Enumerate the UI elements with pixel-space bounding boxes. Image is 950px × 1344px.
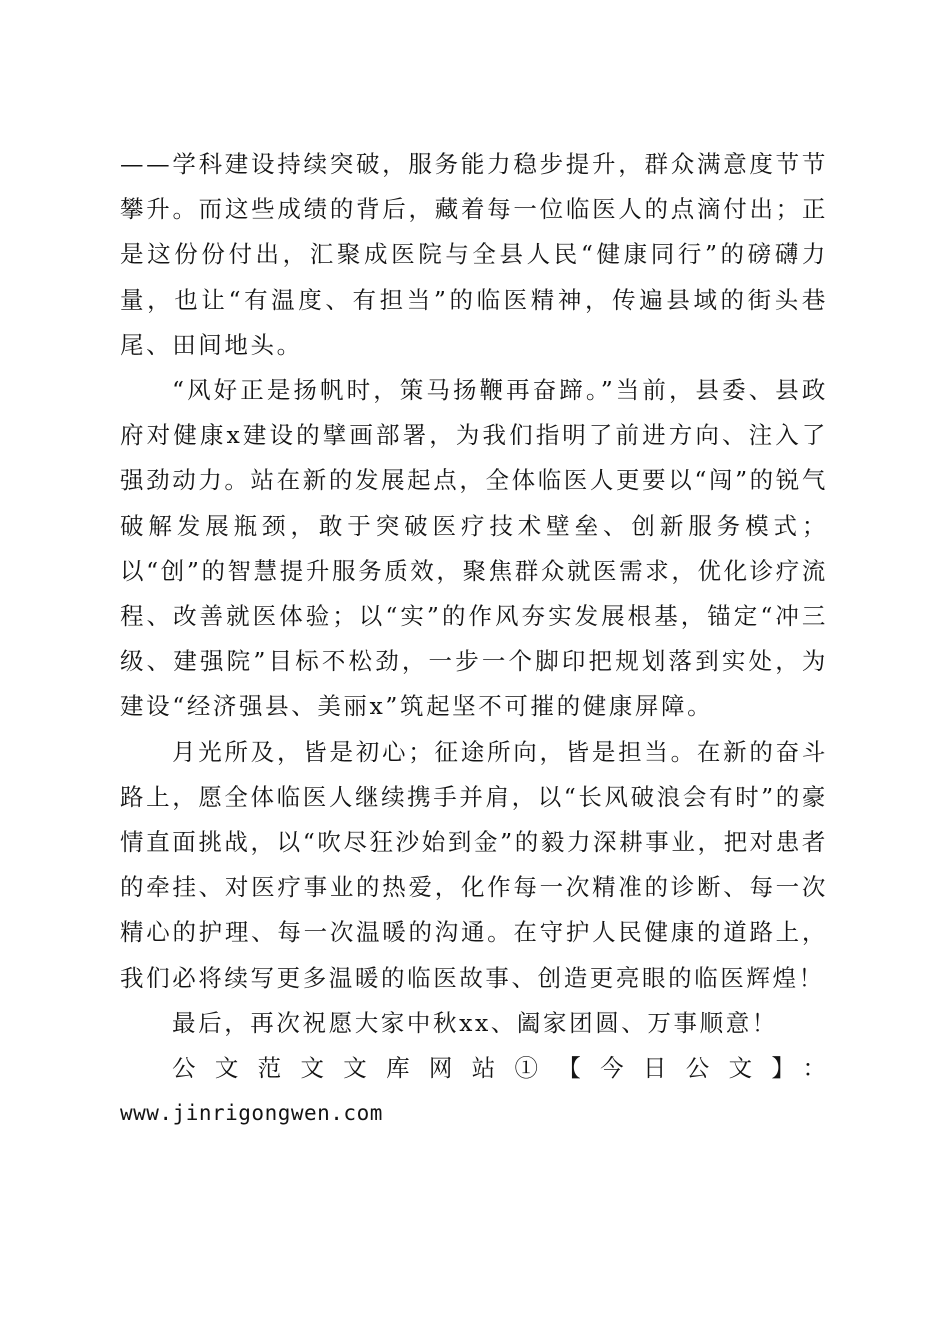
paragraph-1: ——学科建设持续突破，服务能力稳步提升，群众满意度节节攀升。而这些成绩的背后，藏着每一位临医人的点滴付出；正是这份份付出，汇聚成医院与全县人民“健康同行”的磅礴力量，也让“有温度、有担当”的临医精神，传遍县域的街头巷尾、田间地头。 xyxy=(120,150,828,359)
paragraph-2: “风好正是扬帆时，策马扬鞭再奋蹄。”当前，县委、县政府对健康x建设的擘画部署，为我们指明了前进方向、注入了强劲动力。站在新的发展起点，全体临医人更要以“闯”的锐气破解发展瓶颈，敢于突破医疗技术壁垒、创新服务模式；以“创”的智慧提升服务质效，聚焦群众就医需求，优化诊疗流程、改善就医体验；以“实”的作风夯实发展根基，锚定“冲三级、建强院”目标不松劲，一步一个脚印把规划落到实处，为建设“经济强县、美丽x”筑起坚不可摧的健康屏障。 xyxy=(120,376,828,721)
footer-site-label: 公文范文文库网站①【今日公文】： xyxy=(172,1054,828,1083)
footer-url: www.jinrigongwen.com xyxy=(120,1101,383,1126)
paragraph-3: 月光所及，皆是初心；征途所向，皆是担当。在新的奋斗路上，愿全体临医人继续携手并肩，以“长风破浪会有时”的豪情直面挑战，以“吹尽狂沙始到金”的毅力深耕事业，把对患者的牵挂、对医疗事业的热爱，化作每一次精准的诊断、每一次精心的护理、每一次温暖的沟通。在守护人民健康的道路上，我们必将续写更多温暖的临医故事、创造更亮眼的临医辉煌！ xyxy=(120,737,828,992)
paragraph-4: 最后，再次祝愿大家中秋xx、阖家团圆、万事顺意！ xyxy=(172,1008,778,1037)
document-body xyxy=(120,142,828,1136)
